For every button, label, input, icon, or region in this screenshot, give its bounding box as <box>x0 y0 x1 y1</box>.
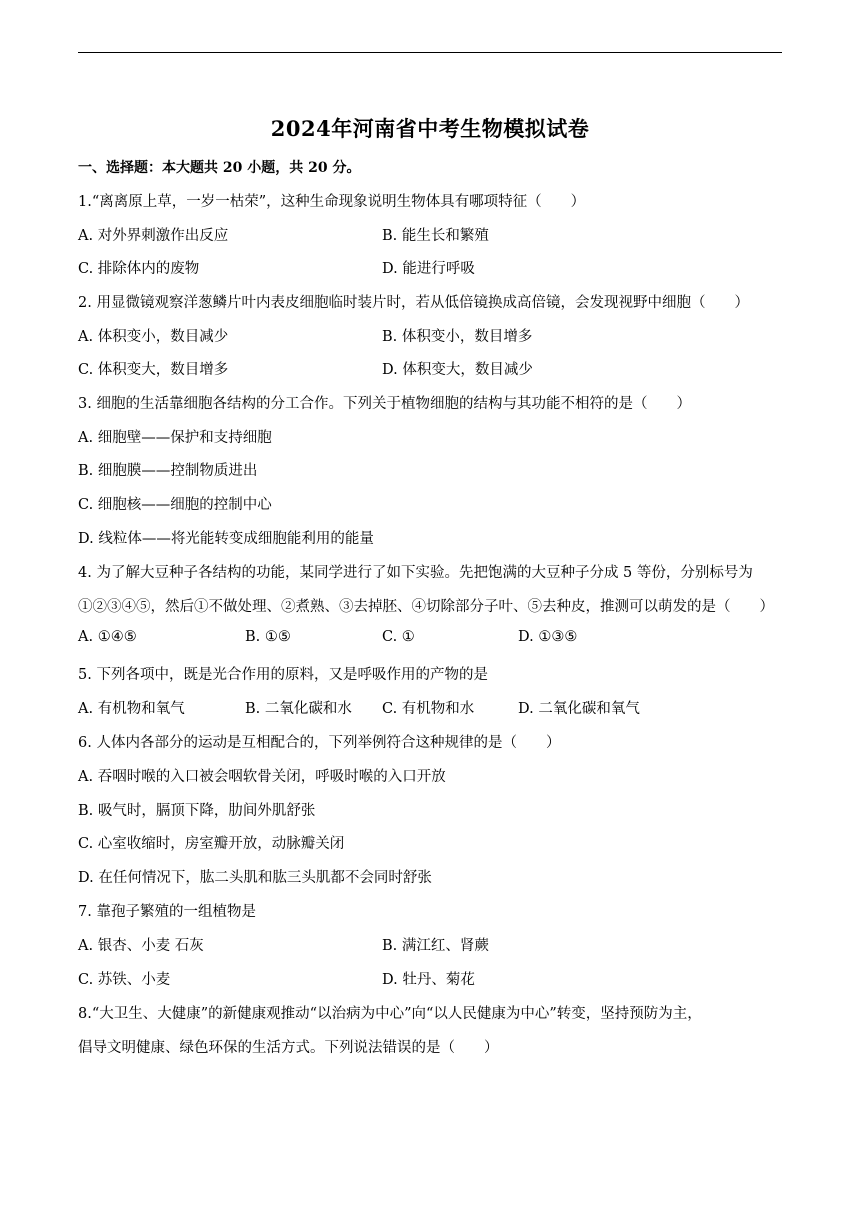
question-1-option-a: A. 对外界刺激作出反应 <box>78 228 229 244</box>
question-1-stem: 1.“离离原上草，一岁一枯荣”，这种生命现象说明生物体具有哪项特征（ ） <box>78 194 586 210</box>
question-3-option-b: B. 细胞膜——控制物质进出 <box>78 463 258 479</box>
question-8-stem-line-1: 8.“大卫生、大健康”的新健康观推动“以治病为中心”向“以人民健康为中心”转变，坚持预防为主， <box>78 1006 702 1022</box>
question-2-stem: 2. 用显微镜观察洋葱鳞片叶内表皮细胞临时装片时，若从低倍镜换成高倍镜，会发现视野中细胞（ ） <box>78 295 749 311</box>
question-4-option-d: D. ①③⑤ <box>518 629 578 645</box>
question-2-option-c: C. 体积变大，数目增多 <box>78 362 229 378</box>
exam-title: 2024年河南省中考生物模拟试卷 <box>270 116 590 141</box>
question-1-option-c: C. 排除体内的废物 <box>78 261 200 277</box>
question-5-option-a: A. 有机物和氧气 <box>78 701 185 717</box>
question-7-stem: 7. 靠孢子繁殖的一组植物是 <box>78 904 256 920</box>
section-heading: 一、选择题：本大题共 20 小题，共 20 分。 <box>78 160 361 176</box>
question-5-option-d: D. 二氧化碳和氧气 <box>518 701 640 717</box>
question-4-option-b: B. ①⑤ <box>245 629 291 645</box>
question-2-option-d: D. 体积变大，数目减少 <box>382 362 533 378</box>
question-2-option-b: B. 体积变小，数目增多 <box>382 329 533 345</box>
question-6-option-d: D. 在任何情况下，肱二头肌和肱三头肌都不会同时舒张 <box>78 870 432 886</box>
question-4-option-a: A. ①④⑤ <box>78 629 137 645</box>
header-rule <box>78 52 782 53</box>
question-3-option-c: C. 细胞核——细胞的控制中心 <box>78 497 272 513</box>
question-6-option-b: B. 吸气时，膈顶下降，肋间外肌舒张 <box>78 803 316 819</box>
question-4-option-c: C. ① <box>382 629 415 645</box>
question-7-option-a: A. 银杏、小麦 石灰 <box>78 938 204 954</box>
question-1-option-b: B. 能生长和繁殖 <box>382 228 489 244</box>
question-7-option-b: B. 满江红、肾蕨 <box>382 938 489 954</box>
question-8-stem-line-2: 倡导文明健康、绿色环保的生活方式。下列说法错误的是（ ） <box>78 1040 499 1056</box>
question-7-option-c: C. 苏铁、小麦 <box>78 972 171 988</box>
question-3-option-d: D. 线粒体——将光能转变成细胞能利用的能量 <box>78 531 374 547</box>
question-6-option-c: C. 心室收缩时，房室瓣开放，动脉瓣关闭 <box>78 836 345 852</box>
question-6-stem: 6. 人体内各部分的运动是互相配合的，下列举例符合这种规律的是（ ） <box>78 735 561 751</box>
question-3-stem: 3. 细胞的生活靠细胞各结构的分工合作。下列关于植物细胞的结构与其功能不相符的是（ ） <box>78 396 691 412</box>
question-7-option-d: D. 牡丹、菊花 <box>382 972 475 988</box>
question-2-option-a: A. 体积变小，数目减少 <box>78 329 229 345</box>
question-5-option-c: C. 有机物和水 <box>382 701 475 717</box>
question-4-stem-line-1: 4. 为了解大豆种子各结构的功能，某同学进行了如下实验。先把饱满的大豆种子分成 5 等份，分别标号为 <box>78 565 753 581</box>
question-5-option-b: B. 二氧化碳和水 <box>245 701 352 717</box>
question-1-option-d: D. 能进行呼吸 <box>382 261 475 277</box>
question-3-option-a: A. 细胞壁——保护和支持细胞 <box>78 430 272 446</box>
question-6-option-a: A. 吞咽时喉的入口被会咽软骨关闭，呼吸时喉的入口开放 <box>78 769 446 785</box>
question-5-stem: 5. 下列各项中，既是光合作用的原料，又是呼吸作用的产物的是 <box>78 667 488 683</box>
question-4-stem-line-2: ①②③④⑤，然后①不做处理、②煮熟、③去掉胚、④切除部分子叶、⑤去种皮，推测可以萌发的是（ ） <box>78 599 774 615</box>
